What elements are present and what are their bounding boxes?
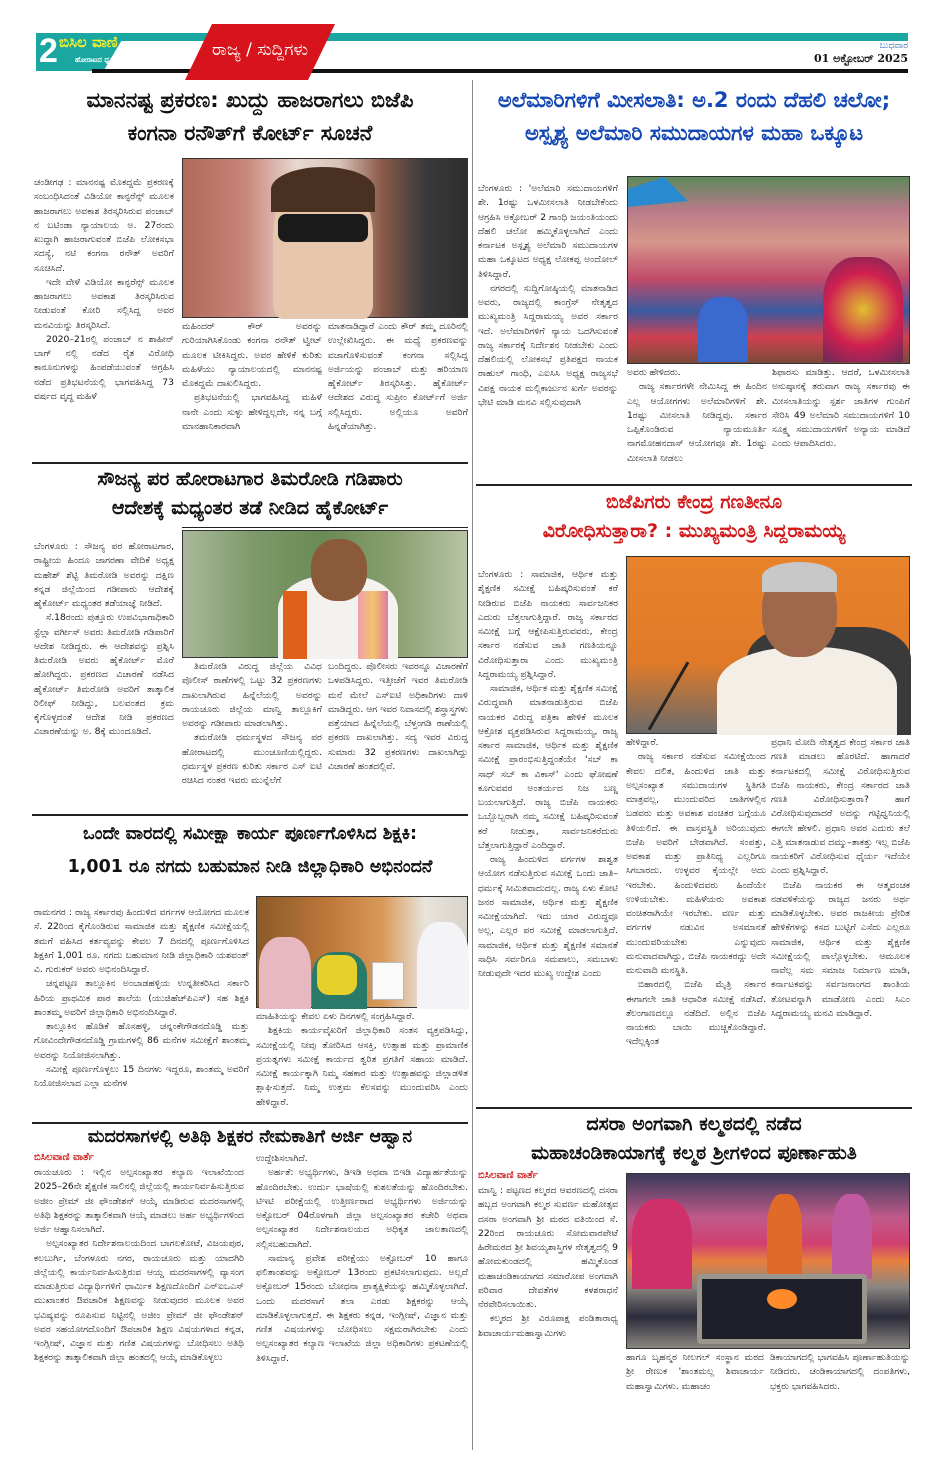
article-separator	[476, 484, 912, 486]
headline-alemari	[476, 84, 912, 149]
photo-shawl	[358, 591, 388, 659]
paragraph: ಮಾನ್ವಿ : ಪಟ್ಟಣದ ಕಲ್ಮಠದ ಆವರಣದಲ್ಲಿ ದಸರಾ ಹಬ್ಬದ ಅಂಗವಾಗಿ ಕಲ್ಮಠ ಸುವರ್ಣ ಮಹೋತ್ಸವ ದಸರಾ ಅಂಗವಾಗಿ ಶ್ರೀ ಮಠದ ವತಿಯಿಂದ ಸೆ. 22ರಿಂದ ರಾಯಚೂರು ಸೋಮವಾರಪೇಟೆ ಹಿರೇಮಠದ ಶ್ರೀ ಶಿವಯ್ಯಶಾಸ್ತ್ರಿಗಳ ನೇತೃತ್ವದಲ್ಲಿ 9 ಹೋಮಕುಂಡದಲ್ಲಿ ಹಮ್ಮಿಕೊಂಡ ಮಹಾಚಂಡಿಕಾಯಾಗದ ಸಮಾರೋಪ ಅಂಗವಾಗಿ ಪರಿವಾರ ದೇವತೆಗಳ ಕಳಶರಾಧನೆ ನೆರವೇರಿಸಲಾಯಿತು.	[478, 1185, 618, 1310]
article-body	[627, 366, 767, 474]
photo-person	[417, 922, 469, 1009]
headline-line: ಬಿಜೆಪಿಗರು ಕೇಂದ್ರ ಗಣತೀನೂ	[605, 491, 783, 513]
kangana-ranaut-photo	[182, 158, 468, 318]
article-body	[256, 1010, 468, 1118]
article-body	[626, 1351, 764, 1431]
siddaramaiah-photo	[626, 556, 910, 734]
article-body	[770, 1351, 910, 1431]
paragraph: ಶಿಫಾರಸು ಮಾಡಿತ್ತು. ಆದರೆ, ಒಳಮೀಸಲಾತಿ ಅನುಷ್ಠಾನಕ್ಕೆ ತರುವಾಗ ರಾಜ್ಯ ಸರ್ಕಾರವು ಈ ಮೀಸಲಾತಿಯನ್ನು ಸ್ಪರ್ಶ ಜಾತಿಗಳ ಗುಂಪಿಗೆ ಸೇರಿಸಿ 49 ಅಲೆಮಾರಿ ಸಮುದಾಯಗಳಿಗೆ 10 ಸೂಕ್ಷ್ಮ ಸಮುದಾಯಗಳಿಗೆ ಅನ್ಯಾಯ ಮಾಡಿದೆ ಎಂದು ಆಪಾದಿಸಿದರು.	[772, 367, 910, 450]
photo-subject	[717, 647, 897, 735]
photo-scarf	[317, 955, 357, 995]
paragraph: ರಾಯಚೂರು : ಇಲ್ಲಿನ ಅಲ್ಪಸಂಖ್ಯಾತರ ಕಲ್ಯಾಣ ಇಲಾಖೆಯಿಂದ 2025–26ನೇ ಶೈಕ್ಷಣಿಕ ಸಾಲಿನಲ್ಲಿ ಜಿಲ್ಲೆಯಲ್ಲಿ ಕಾರ್ಯನಿರ್ವಹಿಸುತ್ತಿರುವ ಅಜೀಂ ಪ್ರೇಮ್ ಜೀ ಫೌಂಡೇಶನ್ ಆಯ್ಕೆ ಮಾಡಿರುವ ಮದರಸಾಗಳಲ್ಲಿ ಅತಿಥಿ ಶಿಕ್ಷಕರನ್ನು ತಾತ್ಕಾಲಿಕವಾಗಿ ಆಯ್ಕೆ ಮಾಡಲು ಅರ್ಹ ಅಭ್ಯರ್ಥಿಗಳಿಂದ ಅರ್ಜಿ ಆಹ್ವಾನಿಸಲಾಗಿದೆ.	[34, 1167, 244, 1235]
photo-shawl	[283, 591, 307, 659]
paragraph: ಪ್ರಧಾನಿ ಮೋದಿ ನೇತೃತ್ವದ ಕೇಂದ್ರ ಸರ್ಕಾರ ಜಾತಿ ಗಣತಿ ಮಾಡಲು ಹೊರಟಿದೆ. ಹಾಗಾದರೆ ಕರ್ನಾಟಕದಲ್ಲಿ ಸಮೀಕ್ಷೆ ವಿರೋಧಿಸುತ್ತಿರುವ ಬಿಜೆಪಿ ನಾಯಕರು, ಕೇಂದ್ರ ಸರ್ಕಾರದ ಜಾತಿ ಗಣತಿ ವಿರೋಧಿಸುತ್ತಾರಾ? ಹಾಗೆ ವಿರೋಧಿಸುವುದಾದರೆ ಅದನ್ನು ಗಟ್ಟಿಧ್ವನಿಯಲ್ಲಿ ಈಗಲೇ ಹೇಳಲಿ. ಪ್ರಧಾನಿ ಅವರ ಎದುರು ತಲೆ ಎತ್ತಿ ಮಾತನಾಡುವ ದಮ್ಮು–ತಾಕತ್ತು ಇಲ್ಲ ಬಿಜೆಪಿ ನಾಯಕರಿಗೆ ವಿರೋಧಿಸುವ ಧೈರ್ಯ ಇದೆಯೇ ಎಂದು ಪ್ರಶ್ನಿಸಿದ್ದಾರೆ.	[771, 737, 910, 877]
article-body	[328, 320, 468, 432]
article-separator	[32, 814, 468, 816]
issue-date: 01 ಅಕ್ಟೋಬರ್ 2025	[813, 52, 908, 65]
paragraph: 2020–21ರಲ್ಲಿ ಪಂಜಾಬ್ ನ ಶಾಹೀನ್ ಬಾಗ್ ನಲ್ಲಿ ನಡೆದ ರೈತ ವಿರೋಧಿ ಕಾನೂನುಗಳನ್ನು ಹಿಂಪಡೆಯುವಂತೆ ಆಗ್ರಹಿಸಿ ನಡೆದ ಪ್ರತಿಭಟನೆಯಲ್ಲಿ ಭಾಗವಹಿಸಿದ್ದ 73 ವರ್ಷದ ವೃದ್ಧ ಮಹಿಳೆ	[34, 333, 174, 402]
paragraph: ಬಿಹಾರದಲ್ಲಿ ಬಿಜೆಪಿ ಮೈತ್ರಿ ಸರ್ಕಾರ ಈಗಾಗಲೇ ಜಾತಿ ಆಧಾರಿತ ಸಮೀಕ್ಷೆ ನಡೆಸಿದೆ. ತೆಲಂಗಾಣದಲ್ಲೂ ನಡೆದಿದೆ. ಅಲ್ಲಿನ ಬಿಜೆಪಿ ನಾಯಕರು ಬಾಯಿ ಮುಚ್ಚಿಕೊಂಡಿದ್ದಾರೆ. ಇದೆಲ್ಲಕ್ಕಿಂತ	[626, 979, 766, 1048]
photo-canopy	[628, 177, 688, 207]
article-body	[256, 1152, 468, 1392]
article-separator	[476, 1107, 912, 1109]
paragraph: ಉದ್ದೇಶಿಸಲಾಗಿದೆ.	[256, 1153, 308, 1164]
chandika-yaga-photo	[626, 1173, 910, 1349]
mahesh-shetty-timarodi-photo	[182, 530, 468, 658]
paragraph: ಪ್ರತಿಭಟನೆಯಲ್ಲಿ ಭಾಗವಹಿಸಿದ್ದ ಮಹಿಳೆ ನಾನೇ ಎಂದು ಸುಳ್ಳು ಹೇಳಿದ್ದಲ್ಲದೇ, ನನ್ನ ಬಗ್ಗೆ ಮಾನಹಾನಿಕಾರವಾಗಿ	[182, 392, 322, 432]
photo-performer	[823, 257, 903, 362]
paragraph: ಶಿಕ್ಷಕಿಯ ಕಾರ್ಯವೈಖರಿಗೆ ಜಿಲ್ಲಾಧಿಕಾರಿ ಸಂತಸ ವ್ಯಕ್ತಪಡಿಸಿದ್ದು, ಸಮೀಕ್ಷೆಯಲ್ಲಿ ನೀವು ತೋರಿಸಿದ ಆಸಕ್ತಿ, ಉತ್ಸಾಹ ಮತ್ತು ಪ್ರಾಮಾಣಿಕ ಪ್ರಯತ್ನಗಳು ಸಮೀಕ್ಷೆ ಕಾರ್ಯದ ತ್ವರಿತ ಪ್ರಗತಿಗೆ ಸಹಾಯ ಮಾಡಿದೆ. ಸಮೀಕ್ಷೆ ಕಾರ್ಯಕ್ಕಾಗಿ ನಿಮ್ಮ ಸಹಕಾರ ಮತ್ತು ಉತ್ಸಾಹವನ್ನು ಜಿಲ್ಲಾಡಳಿತ ಶ್ಲಾಘಿಸುತ್ತದೆ. ನಿಮ್ಮ ಉತ್ತಮ ಕೆಲಸವನ್ನು ಮುಂದುವರಿಸಿ ಎಂದು ಹೇಳಿದ್ದಾರೆ.	[256, 1025, 468, 1108]
paragraph: ಹೇಳಿದ್ದಾರೆ.	[626, 737, 659, 748]
paragraph: ತಾಲ್ಲೂಕಿನ ಹೊಡಿಕೆ ಹೊಸಹಳ್ಳಿ, ಚನ್ನಂಕೇಗೌಡನದೊಡ್ಡಿ ಮತ್ತು ಗೋವಿಂದೇಗೌಡನದೊಡ್ಡಿ ಗ್ರಾಮಗಳಲ್ಲಿ 86 ಮನೆಗಳ ಸಮೀಕ್ಷೆಗೆ ಶಾಂತಮ್ಮ ಅವರನ್ನು ನಿಯೋಜಿಸಲಾಗಿತ್ತು.	[34, 1021, 249, 1061]
headline-line: ದಸರಾ ಅಂಗವಾಗಿ ಕಲ್ಮಠದಲ್ಲಿ ನಡೆದ	[586, 1113, 802, 1135]
article-body	[182, 660, 322, 810]
article-body	[328, 660, 468, 810]
headline-line: ಕಂಗನಾ ರನೌತ್‌ಗೆ ಕೋರ್ಟ್ ಸೂಚನೆ	[127, 120, 373, 145]
paragraph: ಇದೇ ವೇಳೆ ವಿಡಿಯೋ ಕಾನ್ಫರೆನ್ಸ್ ಮೂಲಕ ಹಾಜರಾಗಲು ಅವಕಾಶ ತಿರಸ್ಕರಿಸಿರುವ ನೀಡುವಂತೆ ಕೋರಿ ಸಲ್ಲಿಸಿದ್ದ ಅವರ ಮನವಿಯನ್ನು ತಿರಸ್ಕರಿಸಿದೆ.	[34, 276, 174, 331]
photo-flame	[767, 1289, 797, 1309]
article-body	[34, 906, 249, 1118]
paragraph: ಚಂಡೀಗಢ : ಮಾನನಷ್ಟ ಮೊಕದ್ದಮೆ ಪ್ರಕರಣಕ್ಕೆ ಸಂಬಂಧಿಸಿದಂತೆ ವಿಡಿಯೋ ಕಾನ್ಫರೆನ್ಸ್ ಮೂಲಕ ಹಾಜರಾಗಲು ಅವಕಾಶ ತಿರಸ್ಕರಿಸಿರುವ ಪಂಜಾಬ್ ನ ಬಟಿಂಡಾ ನ್ಯಾಯಾಲಯ ಅ. 27ರಂದು ಖುದ್ದಾಗಿ ಹಾಜರಾಗುವಂತೆ ಬಿಜೆಪಿ ಲೋಕಸಭಾ ಸದಸ್ಯೆ, ನಟಿ ಕಂಗನಾ ರನೌತ್ ಅವರಿಗೆ ಸೂಚಿಸಿದೆ.	[34, 177, 174, 274]
photo-hair	[271, 167, 375, 212]
headline-line: ಮಹಾಚಂಡಿಕಾಯಾಗಕ್ಕೆ ಕಲ್ಮಠ ಶ್ರೀಗಳಿಂದ ಪೂರ್ಣಾಹುತಿ	[531, 1142, 857, 1165]
article-body	[182, 320, 322, 432]
paragraph: ಬಂದಿದ್ದರು. ಪೊಲೀಸರು ಇವರನ್ನೂ ವಿಚಾರಣೆಗೆ ಒಳಪಡಿಸಿದ್ದರು. ಇತ್ತೀಚೆಗೆ ಇವರ ತಿಮರೋಡಿ ಮನೆ ಮೇಲೆ ಎಸ್‌ಐಟಿ ಅಧಿಕಾರಿಗಳು ದಾಳಿ ಮಾಡಿದ್ದರು. ಆಗ ಇವರ ನಿವಾಸದಲ್ಲಿ ಶಸ್ತ್ರಾಸ್ತ್ರಗಳು ಪತ್ತೆಯಾದ ಹಿನ್ನೆಲೆಯಲ್ಲಿ ಬೆಳ್ತಂಗಡಿ ಠಾಣೆಯಲ್ಲಿ ಪ್ರಕರಣ ದಾಖಲಾಗಿತ್ತು. ಸದ್ಯ ಇವರ ವಿರುದ್ಧ ಸುಮಾರು 32 ಪ್ರಕರಣಗಳು ದಾಖಲಾಗಿದ್ದು ವಿಚಾರಣೆ ಹಂತದಲ್ಲಿವೆ.	[328, 661, 468, 772]
article-body	[478, 1184, 618, 1434]
paragraph: ಬೆಂಗಳೂರು : ಸಾಮಾಜಿಕ, ಆರ್ಥಿಕ ಮತ್ತು ಶೈಕ್ಷಣಿಕ ಸಮೀಕ್ಷೆ ಬಹಿಷ್ಕರಿಸುವಂತೆ ಕರೆ ನೀಡಿರುವ ಬಿಜೆಪಿ ನಾಯಕರು ಸಾರ್ವಜನಿಕರ ಎದುರು ಬೆತ್ತಲಾಗುತ್ತಿದ್ದಾರೆ. ರಾಜ್ಯ ಸರ್ಕಾರದ ಸಮೀಕ್ಷೆ ಬಗ್ಗೆ ಆಕ್ಷೇಪಿಸುತ್ತಿರುವವರು, ಕೇಂದ್ರ ಸರ್ಕಾರ ನಡೆಸುವ ಜಾತಿ ಗಣತಿಯನ್ನೂ ವಿರೋಧಿಸುತ್ತಾರಾ ಎಂದು ಮುಖ್ಯಮಂತ್ರಿ ಸಿದ್ದರಾಮಯ್ಯ ಪ್ರಶ್ನಿಸಿದ್ದಾರೆ.	[478, 569, 618, 680]
article-body	[478, 568, 618, 1103]
day-name: ಬುಧವಾರ	[879, 41, 908, 51]
photo-person	[259, 937, 311, 1009]
paragraph: ಅವರು ಹೇಳಿದರು.	[627, 367, 681, 378]
paragraph: ಹಾಗೂ ಬೃಹನ್ಮಠ ನೀಲಗಲ್ ಸಂಸ್ಥಾನ ಮಠದ ಶ್ರೀ ರೇಣುಕ 'ಶಾಂತಮಲ್ಲ ಶಿವಾಚಾರ್ಯ ಮಹಾಸ್ವಾಮಿಗಳು. ಮಹಾಚಂ	[626, 1352, 764, 1392]
headline-siddaramaiah	[476, 488, 912, 547]
headline-timarodi	[32, 465, 468, 524]
headline-dasara	[476, 1110, 912, 1169]
photo-sunglasses	[278, 214, 368, 242]
paragraph: ತಮರೋಡಿ ಧರ್ಮಸ್ಥಳದ ಸೌಜನ್ಯ ಪರ ಹೋರಾಟದಲ್ಲಿ ಮುಂಚೂಣಿಯಲ್ಲಿದ್ದರು. ಧರ್ಮಸ್ಥಳ ಪ್ರಕರಣ ಕುರಿತು ಸರ್ಕಾರ ಎಸ್ ಐಟಿ ರಚಿಸಿದ ನಂತರ ಇವರು ಮುನ್ನೆಲೆಗೆ	[182, 732, 322, 786]
paragraph: ರಾಮನಗರ : ರಾಜ್ಯ ಸರ್ಕಾರವು ಹಿಂದುಳಿದ ವರ್ಗಗಳ ಆಯೋಗದ ಮೂಲಕ ಸೆ. 22ರಿಂದ ಕೈಗೊಂಡಿರುವ ಸಾಮಾಜಿಕ ಮತ್ತು ಶೈಕ್ಷಣಿಕ ಸಮೀಕ್ಷೆಯಲ್ಲಿ ತಮಗೆ ವಹಿಸಿದ ಕರ್ತವ್ಯವನ್ನು ಕೇವಲ 7 ದಿನದಲ್ಲಿ ಪೂರ್ಣಗೊಳಿಸಿದ ಶಿಕ್ಷಕಿಗೆ 1,001 ರೂ. ನಗದು ಬಹುಮಾನ ನೀಡಿ ಜಿಲ್ಲಾಧಿಕಾರಿ ಯಶವಂತ್ ವಿ. ಗುರುಕರ್ ಅವರು ಅಭಿನಂದಿಸಿದ್ದಾರೆ.	[34, 907, 249, 975]
paragraph: ಮಹಿಂದರ್ ಕೌರ್ ಅವರನ್ನು ಗುರಿಯಾಗಿಸಿಕೊಂಡು ಕಂಗನಾ ರನೌತ್ ಟ್ವೀಟ್ ಮೂಲಕ ಟೀಕಿಸಿದ್ದರು. ಅವರ ಹೇಳಿಕೆ ಕುರಿತು ಮಹಿಳೆಯು ನ್ಯಾಯಾಲಯದಲ್ಲಿ ಮಾನನಷ್ಟ ಮೊಕದ್ದಮೆ ದಾಖಲಿಸಿದ್ದರು.	[182, 321, 322, 389]
photo-microphone	[648, 661, 690, 730]
photo-person	[832, 1194, 872, 1279]
headline-line: ಒಂದೇ ವಾರದಲ್ಲಿ ಸಮೀಕ್ಷಾ ಕಾರ್ಯ ಪೂರ್ಣಗೊಳಿಸಿದ ಶಿಕ್ಷಕಿ:	[83, 824, 417, 844]
byline: ಬಿಸಿಲವಾಣಿ ವಾರ್ತೆ	[34, 1152, 94, 1163]
photo-hair	[762, 562, 837, 592]
paper-name: ಬಿಸಿಲ ವಾಣಿ	[59, 33, 118, 51]
protest-crowd-photo	[627, 176, 910, 364]
paragraph: ರಾಜ್ಯ ಸರ್ಕಾರಗಳೇ ನೇಮಿಸಿದ್ದ ಈ ಹಿಂದಿನ ಎಲ್ಲ ಆಯೋಗಗಳು ಅಲೆಮಾರಿಗಳಿಗೆ ಶೇ. 1ರಷ್ಟು ಮೀಸಲಾತಿ ನೀಡಿದ್ದವು. ಸರ್ಕಾರ ಒಪ್ಪಿಕೊಂಡಿರುವ ನ್ಯಾಯಮೂರ್ತಿ ನಾಗಮೋಹನದಾಸ್ ಆಯೋಗವೂ ಶೇ. 1ರಷ್ಟು ಮೀಸಲಾತಿ ನೀಡಲು	[627, 381, 767, 464]
photo-fire-pit	[697, 1274, 867, 1344]
photo-person	[632, 1199, 692, 1289]
article-body	[34, 1166, 244, 1434]
byline: ಬಿಸಿಲವಾಣಿ ವಾರ್ತೆ	[478, 1170, 538, 1181]
headline-line: ಸೌಜನ್ಯ ಪರ ಹೋರಾಟಗಾರ ತಿಮರೋಡಿ ಗಡಿಪಾರು	[97, 468, 403, 490]
paragraph: ಬೆಂಗಳೂರು : 'ಅಲೆಮಾರಿ ಸಮುದಾಯಗಳಿಗೆ ಶೇ. 1ರಷ್ಟು ಒಳಮೀಸಲಾತಿ ನೀಡಬೇಕೆಂದು ಆಗ್ರಹಿಸಿ ಅಕ್ಟೋಬರ್ 2 ಗಾಂಧಿ ಜಯಂತಿಯಂದು ದೆಹಲಿ ಚಲೋ ಹಮ್ಮಿಕೊಳ್ಳಲಾಗಿದೆ ಎಂದು ಕರ್ನಾಟಕ ಅಸ್ಪೃಶ್ಯ ಅಲೆಮಾರಿ ಸಮುದಾಯಗಳ ಮಹಾ ಒಕ್ಕೂಟದ ಅಧ್ಯಕ್ಷ ಲೋಕಪ್ಪ ಅಂದೋಲ್ ತಿಳಿಸಿದ್ದಾರೆ.	[478, 183, 618, 280]
paragraph: ನಗರದಲ್ಲಿ ಸುದ್ದಿಗೋಷ್ಠಿಯಲ್ಲಿ ಮಾತನಾಡಿದ ಅವರು, ರಾಜ್ಯದಲ್ಲಿ ಕಾಂಗ್ರೆಸ್ ನೇತೃತ್ವದ ಮುಖ್ಯಮಂತ್ರಿ ಸಿದ್ದರಾಮಯ್ಯ ಅವರ ಸರ್ಕಾರ ಇದೆ. ಅಲೆಮಾರಿಗಳಿಗೆ ನ್ಯಾಯ ಒದಗಿಸುವಂತೆ ರಾಜ್ಯ ಸರ್ಕಾರಕ್ಕೆ ನಿರ್ದೇಶನ ನೀಡಬೇಕು ಎಂದು ದೆಹಲಿಯಲ್ಲಿ ಲೋಕಸಭೆ ಪ್ರತಿಪಕ್ಷದ ನಾಯಕ ರಾಹುಲ್ ಗಾಂಧಿ, ಎಐಸಿಸಿ ಅಧ್ಯಕ್ಷ ರಾಜ್ಯಸಭೆ ವಿಪಕ್ಷ ನಾಯಕ ಮಲ್ಲಿಕಾರ್ಜುನ ಖರ್ಗೆ ಅವರನ್ನು ಭೇಟಿ ಮಾಡಿ ಮನವಿ ಸಲ್ಲಿಸುವುದಾಗಿ	[478, 282, 618, 408]
paragraph: ಸಾಮಾಜಿಕ, ಆರ್ಥಿಕ ಮತ್ತು ಶೈಕ್ಷಣಿಕ ಸಮೀಕ್ಷೆ ವಿರುದ್ಧವಾಗಿ ಮಾತನಾಡುತ್ತಿರುವ ಬಿಜೆಪಿ ನಾಯಕರ ವಿರುದ್ಧ ಪತ್ರಿಕಾ ಹೇಳಿಕೆ ಮೂಲಕ ಆಕ್ರೋಶ ವ್ಯಕ್ತಪಡಿಸಿರುವ ಸಿದ್ದರಾಮಯ್ಯ, ರಾಜ್ಯ ಸರ್ಕಾರ ಸಾಮಾಜಿಕ, ಆರ್ಥಿಕ ಮತ್ತು ಶೈಕ್ಷಣಿಕ ಸಮೀಕ್ಷೆ ಪ್ರಾರಂಭಿಸುತ್ತಿದ್ದಂತೆಯೇ 'ಸಬ್ ಕಾ ಸಾಥ್ ಸಬ್ ಕಾ ವಿಕಾಸ್' ಎಂದು ಘೋಷಣೆ ಕೂಗುವವರ ಅಂತರ್ಯದ ನಿಜ ಬಣ್ಣ ಬಯಲಾಗುತ್ತಿದೆ. ರಾಜ್ಯ ಬಿಜೆಪಿ ನಾಯಕರು ಒಬ್ಬೊಬ್ಬರಾಗಿ ನಮ್ಮ ಸಮೀಕ್ಷೆ ಬಹಿಷ್ಕರಿಸುವಂತೆ ಕರೆ ನೀಡುತ್ತಾ, ಸಾರ್ವಜನಿಕರೆದುರು ಬೆತ್ತಲಾಗುತ್ತಿದ್ದಾರೆ ಎಂದಿದ್ದಾರೆ.	[478, 683, 619, 851]
headline-madrasa: ಮದರಸಾಗಳಲ್ಲಿ ಅತಿಥಿ ಶಿಕ್ಷಕರ ನೇಮಕಾತಿಗೆ ಅರ್ಜಿ ಆಹ್ವಾನ	[87, 1127, 413, 1147]
paragraph: ಡಿಕಾಯಾಗದಲ್ಲಿ ಭಾಗವಹಿಸಿ ಪೂರ್ಣಾಹುತಿಯನ್ನು ನೀಡಿದರು. ಚಂಡಿಕಾಯಾಗದಲ್ಲಿ ದಂಪತಿಗಳು, ಭಕ್ತರು ಭಾಗವಹಿಸಿದರು.	[770, 1352, 910, 1392]
paragraph: ಸಮೀಕ್ಷೆ ಪೂರ್ಣಗೊಳ್ಳಲು 15 ದಿನಗಳು ಇದ್ದರೂ, ಶಾಂತಮ್ಮ ಅವರಿಗೆ ನಿಯೋಜಿಸಲಾದ ಎಲ್ಲಾ ಮನೆಗಳ	[34, 1063, 249, 1089]
paragraph: ಅರ್ಹತೆ: ಅಭ್ಯರ್ಥಿಗಳು, ಡಿಇಡಿ ಅಥವಾ ಬಿಇಡಿ ವಿದ್ಯಾರ್ಹತೆಯನ್ನು ಹೊಂದಿರಬೇಕು. ಉರ್ದು ಭಾಷೆಯಲ್ಲಿ ಕುಶಲತೆಯನ್ನು ಹೊಂದಿರಬೇಕು. ಟಿಇಟಿ ಪರೀಕ್ಷೆಯಲ್ಲಿ ಉತ್ತೀರ್ಣರಾದ ಅಭ್ಯರ್ಥಿಗಳು ಅರ್ಜಿಯನ್ನು ಅಕ್ಟೋಬರ್ 04ರೊಳಗಾಗಿ ಜಿಲ್ಲಾ ಅಲ್ಪಸಂಖ್ಯಾತರ ಕಚೇರಿ ಅಥವಾ ಅಲ್ಪಸಂಖ್ಯಾತರ ನಿರ್ದೇಶನಾಲಯದ ಅಧಿಕೃತ ಜಾಲತಾಣದಲ್ಲಿ ಸಲ್ಲಿಸಬಹುದಾಗಿದೆ.	[256, 1167, 468, 1250]
photo-face	[311, 539, 367, 601]
headline-line: ಮಾನನಷ್ಟ ಪ್ರಕರಣ: ಖುದ್ದು ಹಾಜರಾಗಲು ಬಿಜೆಪಿ	[86, 88, 414, 112]
photo-person	[767, 1194, 802, 1274]
headline-teacher	[32, 818, 468, 885]
paragraph: ಮಾತನಾಡಿದ್ದಾರೆ ಎಂದು ಕೌರ್ ತಮ್ಮ ದೂರಿನಲ್ಲಿ ಉಲ್ಲೇಖಿಸಿದ್ದರು. ಈ ಮಧ್ಯೆ ಪ್ರಕರಣವನ್ನು ವಜಾಗೊಳಿಸುವಂತೆ ಕಂಗನಾ ಸಲ್ಲಿಸಿದ್ದ ಅರ್ಜಿಯನ್ನು ಪಂಜಾಬ್ ಮತ್ತು ಹರಿಯಾಣ ಹೈಕೋರ್ಟ್ ತಿರಸ್ಕರಿಸಿತ್ತು. ಹೈಕೋರ್ಟ್ ಆದೇಶದ ವಿರುದ್ಧ ಸುಪ್ರೀಂ ಕೋರ್ಟ್‌ಗೆ ಅರ್ಜಿ ಸಲ್ಲಿಸಿದ್ದರು. ಅಲ್ಲಿಯೂ ಅವರಿಗೆ ಹಿನ್ನಡೆಯಾಗಿತ್ತು.	[328, 321, 468, 432]
headline-line: ಅಸ್ಪೃಶ್ಯ ಅಲೆಮಾರಿ ಸಮುದಾಯಗಳ ಮಹಾ ಒಕ್ಕೂಟ	[524, 120, 864, 145]
paragraph: ರಾಜ್ಯ ಸರ್ಕಾರ ನಡೆಸುವ ಸಮೀಕ್ಷೆಯಿಂದ ಕೇವಲ ದಲಿತ, ಹಿಂದುಳಿದ ಜಾತಿ ಮತ್ತು ಅಲ್ಪಸಂಖ್ಯಾತ ಸಮುದಾಯಗಳ ಸ್ಥಿತಿಗತಿ ಮಾತ್ರವಲ್ಲ, ಮುಂದುವರಿದ ಜಾತಿಗಳಲ್ಲಿನ ಬಡವರು ಮತ್ತು ಅವಕಾಶ ವಂಚಿತರ ಬಗ್ಗೆಯೂ ತಿಳಿಯಲಿದೆ. ಈ ವಾಸ್ತವಸ್ಥಿತಿ ಅರಿಯುವುದು ಬಿಜೆಪಿ ಅವರಿಗೆ ಬೇಡವಾಗಿದೆ. ಸಂಪತ್ತು, ಅವಕಾಶ ಮತ್ತು ಪ್ರಾತಿನಿಧ್ಯ ಎಲ್ಲರಿಗೂ ಸಿಗಬಾರದು. ಉಳ್ಳವರ ಕೈಯಲ್ಲೇ ಅದು ಇರಬೇಕು. ಹಿಂದುಳಿದವರು ಹಿಂದೆಯೇ ಉಳಿಯಬೇಕು. ಮಹಿಳೆಯರು ಅವಕಾಶ ವಂಚಿತರಾಗಿಯೇ ಇರಬೇಕು. ವರ್ಣ ಮತ್ತು ವರ್ಗಗಳ ನಡುವಿನ ಅಸಮಾನತೆ ಮುಂದುವರಿಯಬೇಕು ಎನ್ನುವುದು ಮನುವಾದವಾಗಿದ್ದು, ಬಿಜೆಪಿ ನಾಯಕರದ್ದು ಅದೇ ಮನುವಾದಿ ಮನಸ್ಥಿತಿ.	[626, 751, 766, 976]
headline-line: 1,001 ರೂ ನಗದು ಬಹುಮಾನ ನೀಡಿ ಜಿಲ್ಲಾಧಿಕಾರಿ ಅಭಿನಂದನೆ	[67, 857, 433, 878]
paper-tagline: ಹೋರಾಟದ ಧ್ವನಿ	[75, 56, 114, 64]
article-separator	[182, 527, 468, 528]
photo-certificate	[372, 962, 404, 1000]
paragraph: ಅಲ್ಪಸಂಖ್ಯಾತರ ನಿರ್ದೇಶನಾಲಯದಿಂದ ಬಾಗಲಕೋಟೆ, ವಿಜಯಪುರ, ಕಲಬುರ್ಗಿ, ಬೆಂಗಳೂರು ನಗರ, ರಾಯಚೂರು ಮತ್ತು ಯಾದಗಿರಿ ಜಿಲ್ಲೆಯಲ್ಲಿ ಕಾರ್ಯನಿರ್ವಹಿಸುತ್ತಿರುವ ಆಯ್ದ ಮದರಸಾಗಳಲ್ಲಿ ವ್ಯಾಸಂಗ ಮಾಡುತ್ತಿರುವ ವಿದ್ಯಾರ್ಥಿಗಳಿಗೆ ಧಾರ್ಮಿಕ ಶಿಕ್ಷಣದೊಂದಿಗೆ ಎನ್‌ಐಒಎಸ್ ಮುಖಾಂತರ ಔಪಚಾರಿಕ ಶಿಕ್ಷಣವನ್ನು ನೀಡುವುದರ ಮೂಲಕ ಅವರ ಭವಿಷ್ಯವನ್ನು ರೂಪಿಸುವ ನಿಟ್ಟಿನಲ್ಲಿ ಅಜೀಂ ಪ್ರೇಮ್ ಜೀ ಫೌಂಡೇಶನ್ ಅವರ ಸಹಯೋಗದೊಂದಿಗೆ ಔಪಚಾರಿಕ ಶಿಕ್ಷಣ ವಿಷಯಗಳಾದ ಕನ್ನಡ, ಇಂಗ್ಲೀಷ್, ವಿಜ್ಞಾನ ಮತ್ತು ಗಣಿತ ವಿಷಯಗಳನ್ನು ಬೋಧಿಸಲು ಅತಿಥಿ ಶಿಕ್ಷಕರನ್ನು ತಾತ್ಕಾಲಿಕವಾಗಿ ಜಿಲ್ಲಾ ಹಂತದಲ್ಲಿ ಆಯ್ಕೆ ಮಾಡಿಕೊಳ್ಳಲು	[34, 1238, 244, 1364]
article-separator	[32, 462, 468, 464]
paragraph: ಸಾಮಾನ್ಯ ಪ್ರವೇಶ ಪರೀಕ್ಷೆಯು ಅಕ್ಟೋಬರ್ 10 ಹಾಗೂ ಫಲಿತಾಂಶವನ್ನು ಅಕ್ಟೋಬರ್ 13ರಂದು ಪ್ರಕಟಿಸಲಾಗುವುದು. ಅಲ್ಲದೆ ಅಕ್ಟೋಬರ್ 15ರಂದು ಬೋಧನಾ ಪ್ರಾತ್ಯಕ್ಷಿಕೆಯನ್ನು ಹಮ್ಮಿಕೊಳ್ಳಲಾಗಿದೆ. ಒಂದು ಮದರಸಾಗೆ ತಲಾ ಎರಡು ಶಿಕ್ಷಕರನ್ನು ಆಯ್ಕೆ ಮಾಡಿಕೊಳ್ಳಲಾಗುತ್ತದೆ. ಈ ಶಿಕ್ಷಕರು ಕನ್ನಡ, ಇಂಗ್ಲೀಷ್, ವಿಜ್ಞಾನ ಮತ್ತು ಗಣಿತ ವಿಷಯಗಳನ್ನು ಬೋಧಿಸಲು ಸಕ್ಷಮರಾಗಿರಬೇಕು ಎಂದು ಅಲ್ಪಸಂಖ್ಯಾತರ ಕಲ್ಯಾಣ ಇಲಾಖೆಯ ಜಿಲ್ಲಾ ಅಧಿಕಾರಿಗಳು ಪ್ರಕಟಣೆಯಲ್ಲಿ ತಿಳಿಸಿದ್ದಾರೆ.	[256, 1252, 468, 1364]
paragraph: ಬಿಜೆಪಿ ನಾಯಕರ ಈ ಆತ್ಮವಂಚಕ ನಡವಳಿಕೆಯನ್ನು ರಾಜ್ಯದ ಜನರು ಅರ್ಥ ಮಾಡಿಕೊಳ್ಳಬೇಕು. ಅವರ ರಾಜಕೀಯ ಪ್ರೇರಿತ ಹೇಳಿಕೆಗಳನ್ನು ಕಸದ ಬುಟ್ಟಿಗೆ ಎಸೆದು ಎಲ್ಲರೂ ಸಾಮಾಜಿಕ, ಆರ್ಥಿಕ ಮತ್ತು ಶೈಕ್ಷಣಿಕ ಸಮೀಕ್ಷೆಯಲ್ಲಿ ಪಾಲ್ಗೊಳ್ಳಬೇಕು. ಆಮೂಲಕ ನಾವೆಲ್ಲ ಸಮ ಸಮಾಜ ನಿರ್ಮಾಣ ಮಾಡಿ, ಕರ್ನಾಟಕವನ್ನು ಸರ್ವಜನಾಂಗದ ಶಾಂತಿಯ ತೋಟವನ್ನಾಗಿ ಮಾಡೋಣ ಎಂದು ಸಿಎಂ ಸಿದ್ದರಾಮಯ್ಯ ಮನವಿ ಮಾಡಿದ್ದಾರೆ.	[771, 879, 910, 1019]
article-body	[626, 736, 766, 1103]
article-body	[478, 182, 618, 474]
article-body	[771, 736, 910, 1103]
paragraph: ಮಾಹಿತಿಯನ್ನು ಕೇವಲ ಏಳು ದಿನಗಳಲ್ಲಿ ಸಂಗ್ರಹಿಸಿದ್ದಾರೆ.	[256, 1011, 415, 1022]
page-number: 2	[39, 32, 58, 70]
headline-kangana	[32, 84, 468, 149]
paragraph: ಬೆಂಗಳೂರು : ಸೌಜನ್ಯ ಪರ ಹೋರಾಟಗಾರ, ರಾಷ್ಟ್ರೀಯ ಹಿಂದೂ ಜಾಗರಣಾ ವೇದಿಕೆ ಅಧ್ಯಕ್ಷ ಮಹೇಶ್ ಶೆಟ್ಟಿ ತಿಮರೋಡಿ ಅವರನ್ನು ದಕ್ಷಿಣ ಕನ್ನಡ ಜಿಲ್ಲೆಯಿಂದ ಗಡೀಪಾರು ಆದೇಶಕ್ಕೆ ಹೈಕೋರ್ಟ್ ಮಧ್ಯಂತರ ತಡೆಯಾಜ್ಞೆ ನೀಡಿದೆ.	[34, 541, 174, 609]
headline-line: ವಿರೋಧಿಸುತ್ತಾರಾ? : ಮುಖ್ಯಮಂತ್ರಿ ಸಿದ್ದರಾಮಯ್ಯ	[542, 520, 846, 543]
column-divider	[472, 80, 473, 1450]
headline-line: ಅಲೆಮಾರಿಗಳಿಗೆ ಮೀಸಲಾತಿ: ಅ.2 ರಂದು ದೆಹಲಿ ಚಲೋ;	[497, 88, 891, 112]
article-body	[34, 540, 174, 810]
headline-line: ಆದೇಶಕ್ಕೆ ಮಧ್ಯಂತರ ತಡೆ ನೀಡಿದ ಹೈಕೋರ್ಟ್	[111, 497, 389, 520]
section-title: ರಾಜ್ಯ / ಸುದ್ದಿಗಳು	[211, 40, 309, 60]
paragraph: ಚನ್ನಪಟ್ಟಣ ತಾಲ್ಲೂಕಿನ ಅಂಬಾಡಹಳ್ಳಿಯ ಉನ್ನತೀಕರಿಸಿದ ಸರ್ಕಾರಿ ಹಿರಿಯ ಪ್ರಾಥಮಿಕ ಪಾಠ ಶಾಲೆಯ (ಯುಜಿಹೆಚ್‌ಪಿಎಸ್) ಸಹ ಶಿಕ್ಷಕಿ ಶಾಂತಮ್ಮ ಅವರಿಗೆ ಜಿಲ್ಲಾಧಿಕಾರಿ ಅಭಿನಂದಿಸಿದ್ದಾರೆ.	[34, 978, 249, 1018]
article-body	[34, 176, 174, 426]
article-body	[772, 366, 910, 474]
photo-performer	[698, 297, 748, 362]
paragraph: ಕಲ್ಮಠದ ಶ್ರೀ ವಿರೂಪಾಕ್ಷ ಪಂಡಿತಾರಾಧ್ಯ ಶಿವಾಚಾರ್ಯಮಹಾಸ್ವಾಮಿಗಳು	[478, 1313, 618, 1339]
paragraph: ರಾಜ್ಯ ಹಿಂದುಳಿದ ವರ್ಗಗಳ ಶಾಶ್ವತ ಆಯೋಗ ನಡೆಸುತ್ತಿರುವ ಸಮೀಕ್ಷೆ ಒಂದು ಜಾತಿ–ಧರ್ಮಕ್ಕೆ ಸೀಮಿತವಾದುದಲ್ಲ. ರಾಜ್ಯ ಏಳು ಕೋಟಿ ಜನರ ಸಾಮಾಜಿಕ, ಆರ್ಥಿಕ ಮತ್ತು ಶೈಕ್ಷಣಿಕ ಸಮೀಕ್ಷೆಯಾಗಿದೆ. ಇದು ಯಾರ ವಿರುದ್ಧವೂ ಅಲ್ಲ, ಎಲ್ಲರ ಪರ ಸಮೀಕ್ಷೆ ಮಾಡಲಾಗುತ್ತಿದೆ. ಸಾಮಾಜಿಕ, ಆರ್ಥಿಕ ಮತ್ತು ಶೈಕ್ಷಣಿಕ ಸಮಾನತೆ ಸಾಧಿಸಿ ಸರ್ವರಿಗೂ ಸಮಪಾಲು, ಸಮಬಾಳು ನೀಡುವುದೇ ಇದರ ಮುಖ್ಯ ಉದ್ದೇಶ ಎಂದು	[478, 854, 618, 979]
paragraph: ಸೆ.18ರಂದು ಪುತ್ತೂರು ಉಪವಿಭಾಗಾಧಿಕಾರಿ ಸ್ಟೆಲ್ಲಾ ವರ್ಗೀಸ್ ಅವರು ತಿಮರೋಡಿ ಗಡಿಪಾರಿಗೆ ಆದೇಶ ನೀಡಿದ್ದರು. ಈ ಆದೇಶವನ್ನು ಪ್ರಶ್ನಿಸಿ ತಿಮರೋಡಿ ಅವರು ಹೈಕೋರ್ಟ್ ಮೊರೆ ಹೋಗಿದ್ದರು. ಪ್ರಕರಣದ ವಿಚಾರಣೆ ನಡೆಸಿದ ಹೈಕೋರ್ಟ್ ತಿಮರೋಡಿ ಅವರಿಗೆ ತಾತ್ಕಾಲಿಕ ರಿಲೀಫ್ ನೀಡಿದ್ದು, ಬಲವಂತದ ಕ್ರಮ ಕೈಗೊಳ್ಳದಂತೆ ಆದೇಶ ನೀಡಿ ಪ್ರಕರಣದ ವಿಚಾರಣೆಯನ್ನು ಅ. 8ಕ್ಕೆ ಮುಂದೂಡಿದೆ.	[34, 612, 174, 738]
paragraph: ತಿಮರೋಡಿ ವಿರುದ್ಧ ಜಿಲ್ಲೆಯ ವಿವಿಧ ಪೊಲೀಸ್ ಠಾಣೆಗಳಲ್ಲಿ ಒಟ್ಟು 32 ಪ್ರಕರಣಗಳು ದಾಖಲಾಗಿರುವ ಹಿನ್ನೆಲೆಯಲ್ಲಿ ಅವರನ್ನು ರಾಯಚೂರು ಜಿಲ್ಲೆಯ ಮಾನ್ವಿ ತಾಲ್ಲೂಕಿಗೆ ಅವರನ್ನು ಗಡೀಪಾರು ಮಾಡಲಾಗಿತ್ತು.	[182, 661, 322, 729]
teacher-award-photo	[256, 896, 468, 1008]
